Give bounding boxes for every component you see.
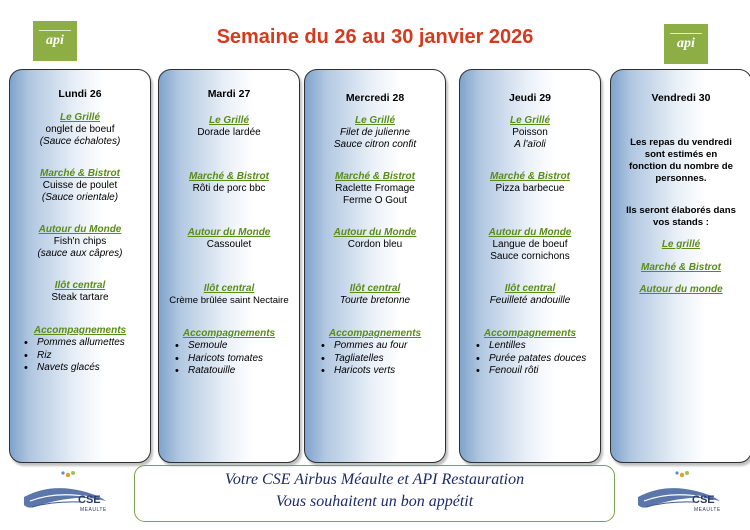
list-item: • Pommes allumettes: [24, 337, 146, 350]
section-title-accompagnements: Accompagnements: [483, 328, 577, 339]
cse-sub-text: MEAULTE: [694, 507, 721, 513]
api-logo-right: api: [664, 24, 708, 64]
section-title-ilot: Ilôt central: [504, 283, 556, 294]
menu-line: Feuilleté andouille: [489, 295, 571, 306]
list-item: • Lentilles: [476, 340, 596, 353]
section-title-marche: Marché & Bistrot: [39, 168, 120, 179]
api-logo-left: api: [33, 21, 77, 61]
menu-line: Langue de boeuf: [492, 239, 568, 250]
list-item: • Tagliatelles: [321, 353, 441, 366]
cse-logo-left: [20, 467, 112, 527]
list-item: • Navets glacés: [24, 362, 146, 375]
section-title-grille: Le Grillé: [354, 115, 395, 126]
section-title-accompagnements: Accompagnements: [33, 325, 127, 336]
list-item: • Pommes au four: [321, 340, 441, 353]
menu-line: Dorade lardée: [197, 127, 261, 138]
menu-line: Fish'n chips: [53, 236, 107, 247]
cse-sub-text: MEAULTE: [80, 507, 107, 513]
section-title-ilot: Ilôt central: [349, 283, 401, 294]
info-line: sont estimés en: [644, 149, 718, 160]
menu-line: A l'aïoli: [514, 139, 546, 150]
cse-text: CSE: [78, 494, 101, 506]
day-card-lundi: [9, 69, 151, 463]
info-text: [617, 205, 745, 229]
menu-line: Rôti de porc bbc: [192, 183, 266, 194]
day-card-mercredi: [304, 69, 446, 463]
info-line: vos stands :: [653, 217, 709, 228]
menu-line: Crème brûlée saint Nectaire: [169, 295, 289, 306]
info-line: Les repas du vendredi: [630, 137, 732, 148]
stand-monde: Autour du monde: [639, 284, 723, 295]
page-title: Semaine du 26 au 30 janvier 2026: [216, 26, 534, 48]
section-title-ilot: Ilôt central: [203, 283, 255, 294]
accompagnements-list: [24, 337, 146, 375]
section-title-grille: Le Grillé: [509, 115, 550, 126]
menu-line: Steak tartare: [51, 292, 109, 303]
menu-line: Raclette Fromage: [335, 183, 415, 194]
menu-line: Tourte bretonne: [339, 295, 411, 306]
info-text: [617, 137, 745, 185]
footer-line-1: Votre CSE Airbus Méaulte et API Restauration: [224, 471, 525, 488]
menu-line: onglet de boeuf: [45, 124, 115, 135]
menu-line: (Sauce orientale): [41, 192, 119, 203]
list-item: • Haricots tomates: [175, 353, 295, 366]
section-title-accompagnements: Accompagnements: [328, 328, 422, 339]
list-item: • Fenouil rôti: [476, 365, 596, 378]
day-name: Jeudi 29: [508, 92, 552, 104]
accompagnements-list: [321, 340, 441, 378]
menu-line: Filet de julienne: [339, 127, 411, 138]
list-item: • Riz: [24, 350, 146, 363]
cse-logo-right: [634, 467, 726, 527]
cse-text: CSE: [692, 494, 715, 506]
info-line: personnes.: [655, 173, 707, 184]
day-name: Mercredi 28: [345, 92, 405, 104]
list-item: • Ratatouille: [175, 365, 295, 378]
menu-line: (sauce aux câpres): [37, 248, 123, 259]
section-title-grille: Le Grillé: [59, 112, 100, 123]
section-title-monde: Autour du Monde: [333, 227, 417, 238]
section-title-grille: Le Grillé: [208, 115, 249, 126]
list-item: • Purée patates douces: [476, 353, 596, 366]
section-title-ilot: Ilôt central: [54, 280, 106, 291]
section-title-monde: Autour du Monde: [38, 224, 122, 235]
menu-line: Cuisse de poulet: [42, 180, 118, 191]
accompagnements-list: [175, 340, 295, 378]
day-name: Mardi 27: [207, 88, 251, 100]
section-title-accompagnements: Accompagnements: [182, 328, 276, 339]
day-card-jeudi: [459, 69, 601, 463]
info-line: fonction du nombre de: [629, 161, 733, 172]
menu-line: Ferme O Gout: [343, 195, 407, 206]
list-item: • Haricots verts: [321, 365, 441, 378]
section-title-marche: Marché & Bistrot: [334, 171, 415, 182]
footer-line-2: Vous souhaitent un bon appétit: [275, 493, 474, 510]
menu-line: Cassoulet: [206, 239, 252, 250]
section-title-marche: Marché & Bistrot: [489, 171, 570, 182]
day-name: Vendredi 30: [651, 92, 711, 104]
stand-marche: Marché & Bistrot: [640, 262, 721, 273]
section-title-monde: Autour du Monde: [488, 227, 572, 238]
accompagnements-list: [476, 340, 596, 378]
menu-line: Cordon bleu: [347, 239, 403, 250]
day-name: Lundi 26: [58, 88, 102, 100]
menu-line: Poisson: [512, 127, 548, 138]
footer-message: [134, 465, 615, 522]
menu-line: (Sauce échalotes): [39, 136, 121, 147]
stand-grille: Le grillé: [661, 239, 701, 250]
day-card-vendredi: [610, 69, 750, 463]
day-card-mardi: [158, 69, 300, 463]
list-item: • Semoule: [175, 340, 295, 353]
menu-line: Sauce cornichons: [490, 251, 570, 262]
section-title-marche: Marché & Bistrot: [188, 171, 269, 182]
info-line: Ils seront élaborés dans: [626, 205, 736, 216]
menu-line: Pizza barbecue: [495, 183, 565, 194]
section-title-monde: Autour du Monde: [187, 227, 271, 238]
menu-line: Sauce citron confit: [333, 139, 417, 150]
